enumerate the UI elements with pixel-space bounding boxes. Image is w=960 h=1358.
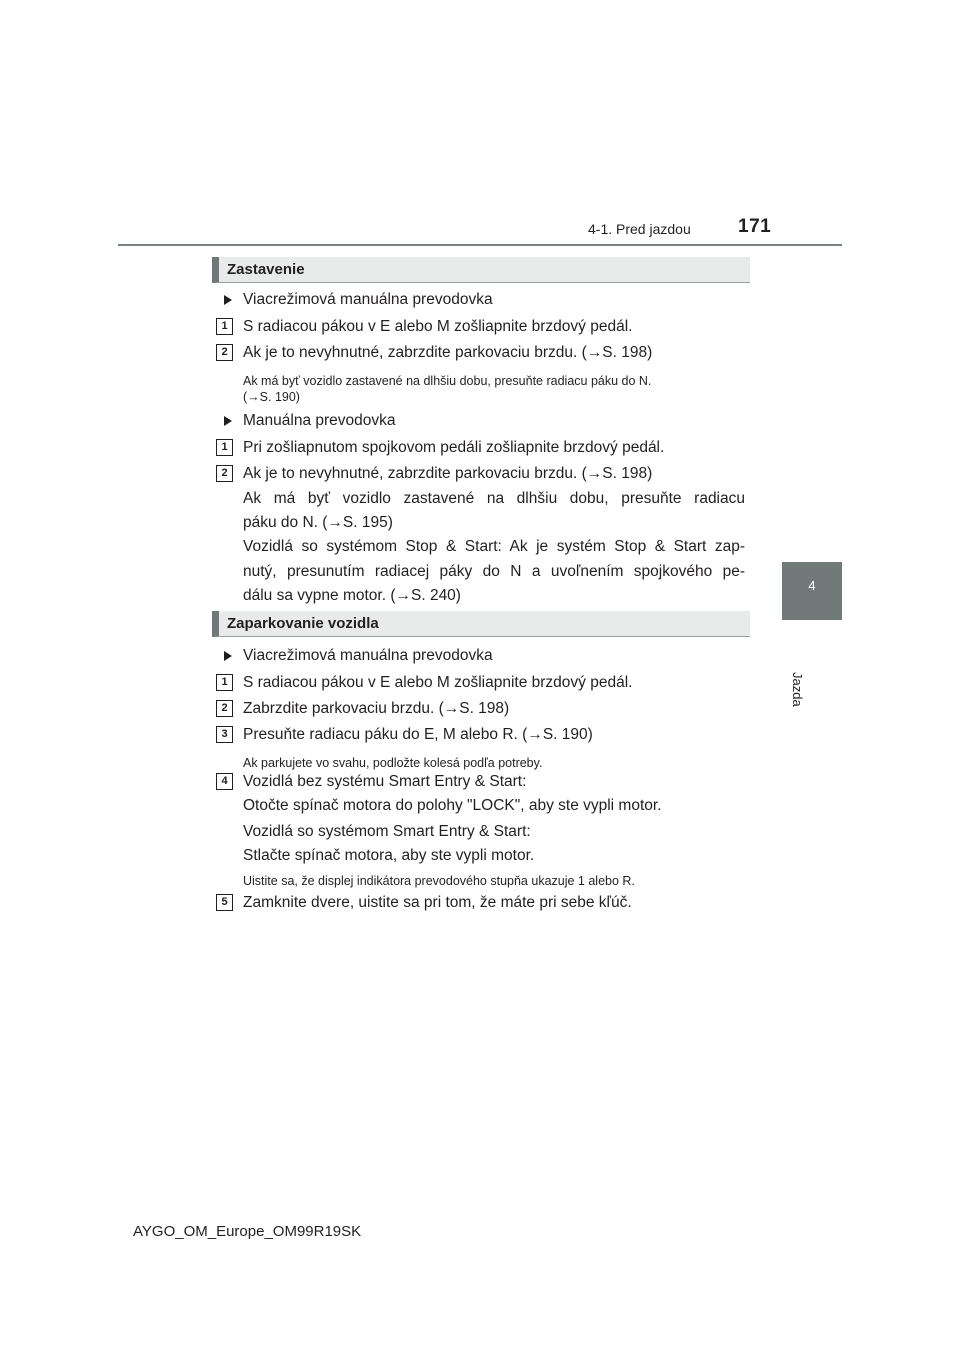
step-number-1: 1 (216, 318, 233, 335)
chapter-tab-number: 4 (808, 578, 816, 593)
subheading-manual: Manuálna prevodovka (243, 412, 396, 429)
section-heading-stop: Zastavenie (212, 257, 750, 283)
step-text: Vozidlá so systémom Smart Entry & Start: (243, 823, 531, 840)
note-text: (→S. 190) (243, 390, 300, 404)
step-text: Pri zošliapnutom spojkovom pedáli zošliapnite brzdový pedál. (243, 439, 665, 456)
step-number-3: 3 (216, 726, 233, 743)
triangle-bullet-icon (224, 416, 232, 426)
step-text: S radiacou pákou v E alebo M zošliapnite brzdový pedál. (243, 674, 633, 691)
section-heading-park: Zaparkovanie vozidla (212, 611, 750, 637)
subheading-multimode: Viacrežimová manuálna prevodovka (243, 647, 493, 664)
step-text: Zamknite dvere, uistite sa pri tom, že máte pri sebe kľúč. (243, 894, 632, 911)
header-divider (118, 244, 842, 246)
step-text: Otočte spínač motora do polohy "LOCK", aby ste vypli motor. (243, 797, 662, 814)
step-text: Ak je to nevyhnutné, zabrzdite parkovaciu brzdu. (→S. 198) Ak má byť vozidlo zastavené na dlhšiu dobu, presuňte radiacu páku do N. (→S. 195) (243, 465, 745, 531)
note-text: Ak parkujete vo svahu, podložte kolesá podľa potreby. (243, 756, 543, 770)
page-number: 171 (738, 216, 772, 237)
triangle-bullet-icon (224, 295, 232, 305)
step-text: Zabrzdite parkovaciu brzdu. (→S. 198) (243, 700, 510, 717)
note-text: Uistite sa, že displej indikátora prevodového stupňa ukazuje 1 alebo R. (243, 874, 635, 888)
running-header-section: 4-1. Pred jazdou (588, 221, 691, 237)
subheading-multimode: Viacrežimová manuálna prevodovka (243, 291, 493, 308)
step-number-5: 5 (216, 894, 233, 911)
step-text: Stlačte spínač motora, aby ste vypli motor. (243, 847, 535, 864)
chapter-tab-label: Jazda (790, 672, 805, 707)
step-text: Vozidlá bez systému Smart Entry & Start: (243, 773, 527, 790)
step-text: S radiacou pákou v E alebo M zošliapnite brzdový pedál. (243, 318, 633, 335)
note-text: Ak má byť vozidlo zastavené na dlhšiu dobu, presuňte radiacu páku do N. (243, 374, 652, 388)
triangle-bullet-icon (224, 651, 232, 661)
step-number-4: 4 (216, 773, 233, 790)
step-number-2: 2 (216, 465, 233, 482)
step-number-1: 1 (216, 439, 233, 456)
document-code: AYGO_OM_Europe_OM99R19SK (133, 1223, 362, 1240)
stop-start-paragraph: Vozidlá so systémom Stop & Start: Ak je systém Stop & Start zap- nutý, presunutím radiacej páky do N a uvoľnením spojkového pe- dálu sa vypne motor. (→S. 240) (243, 538, 745, 604)
step-text: Presuňte radiacu páku do E, M alebo R. (→S. 190) (243, 726, 593, 743)
step-number-1: 1 (216, 674, 233, 691)
step-number-2: 2 (216, 344, 233, 361)
step-number-2: 2 (216, 700, 233, 717)
step-text: Ak je to nevyhnutné, zabrzdite parkovaciu brzdu. (→S. 198) (243, 344, 653, 361)
